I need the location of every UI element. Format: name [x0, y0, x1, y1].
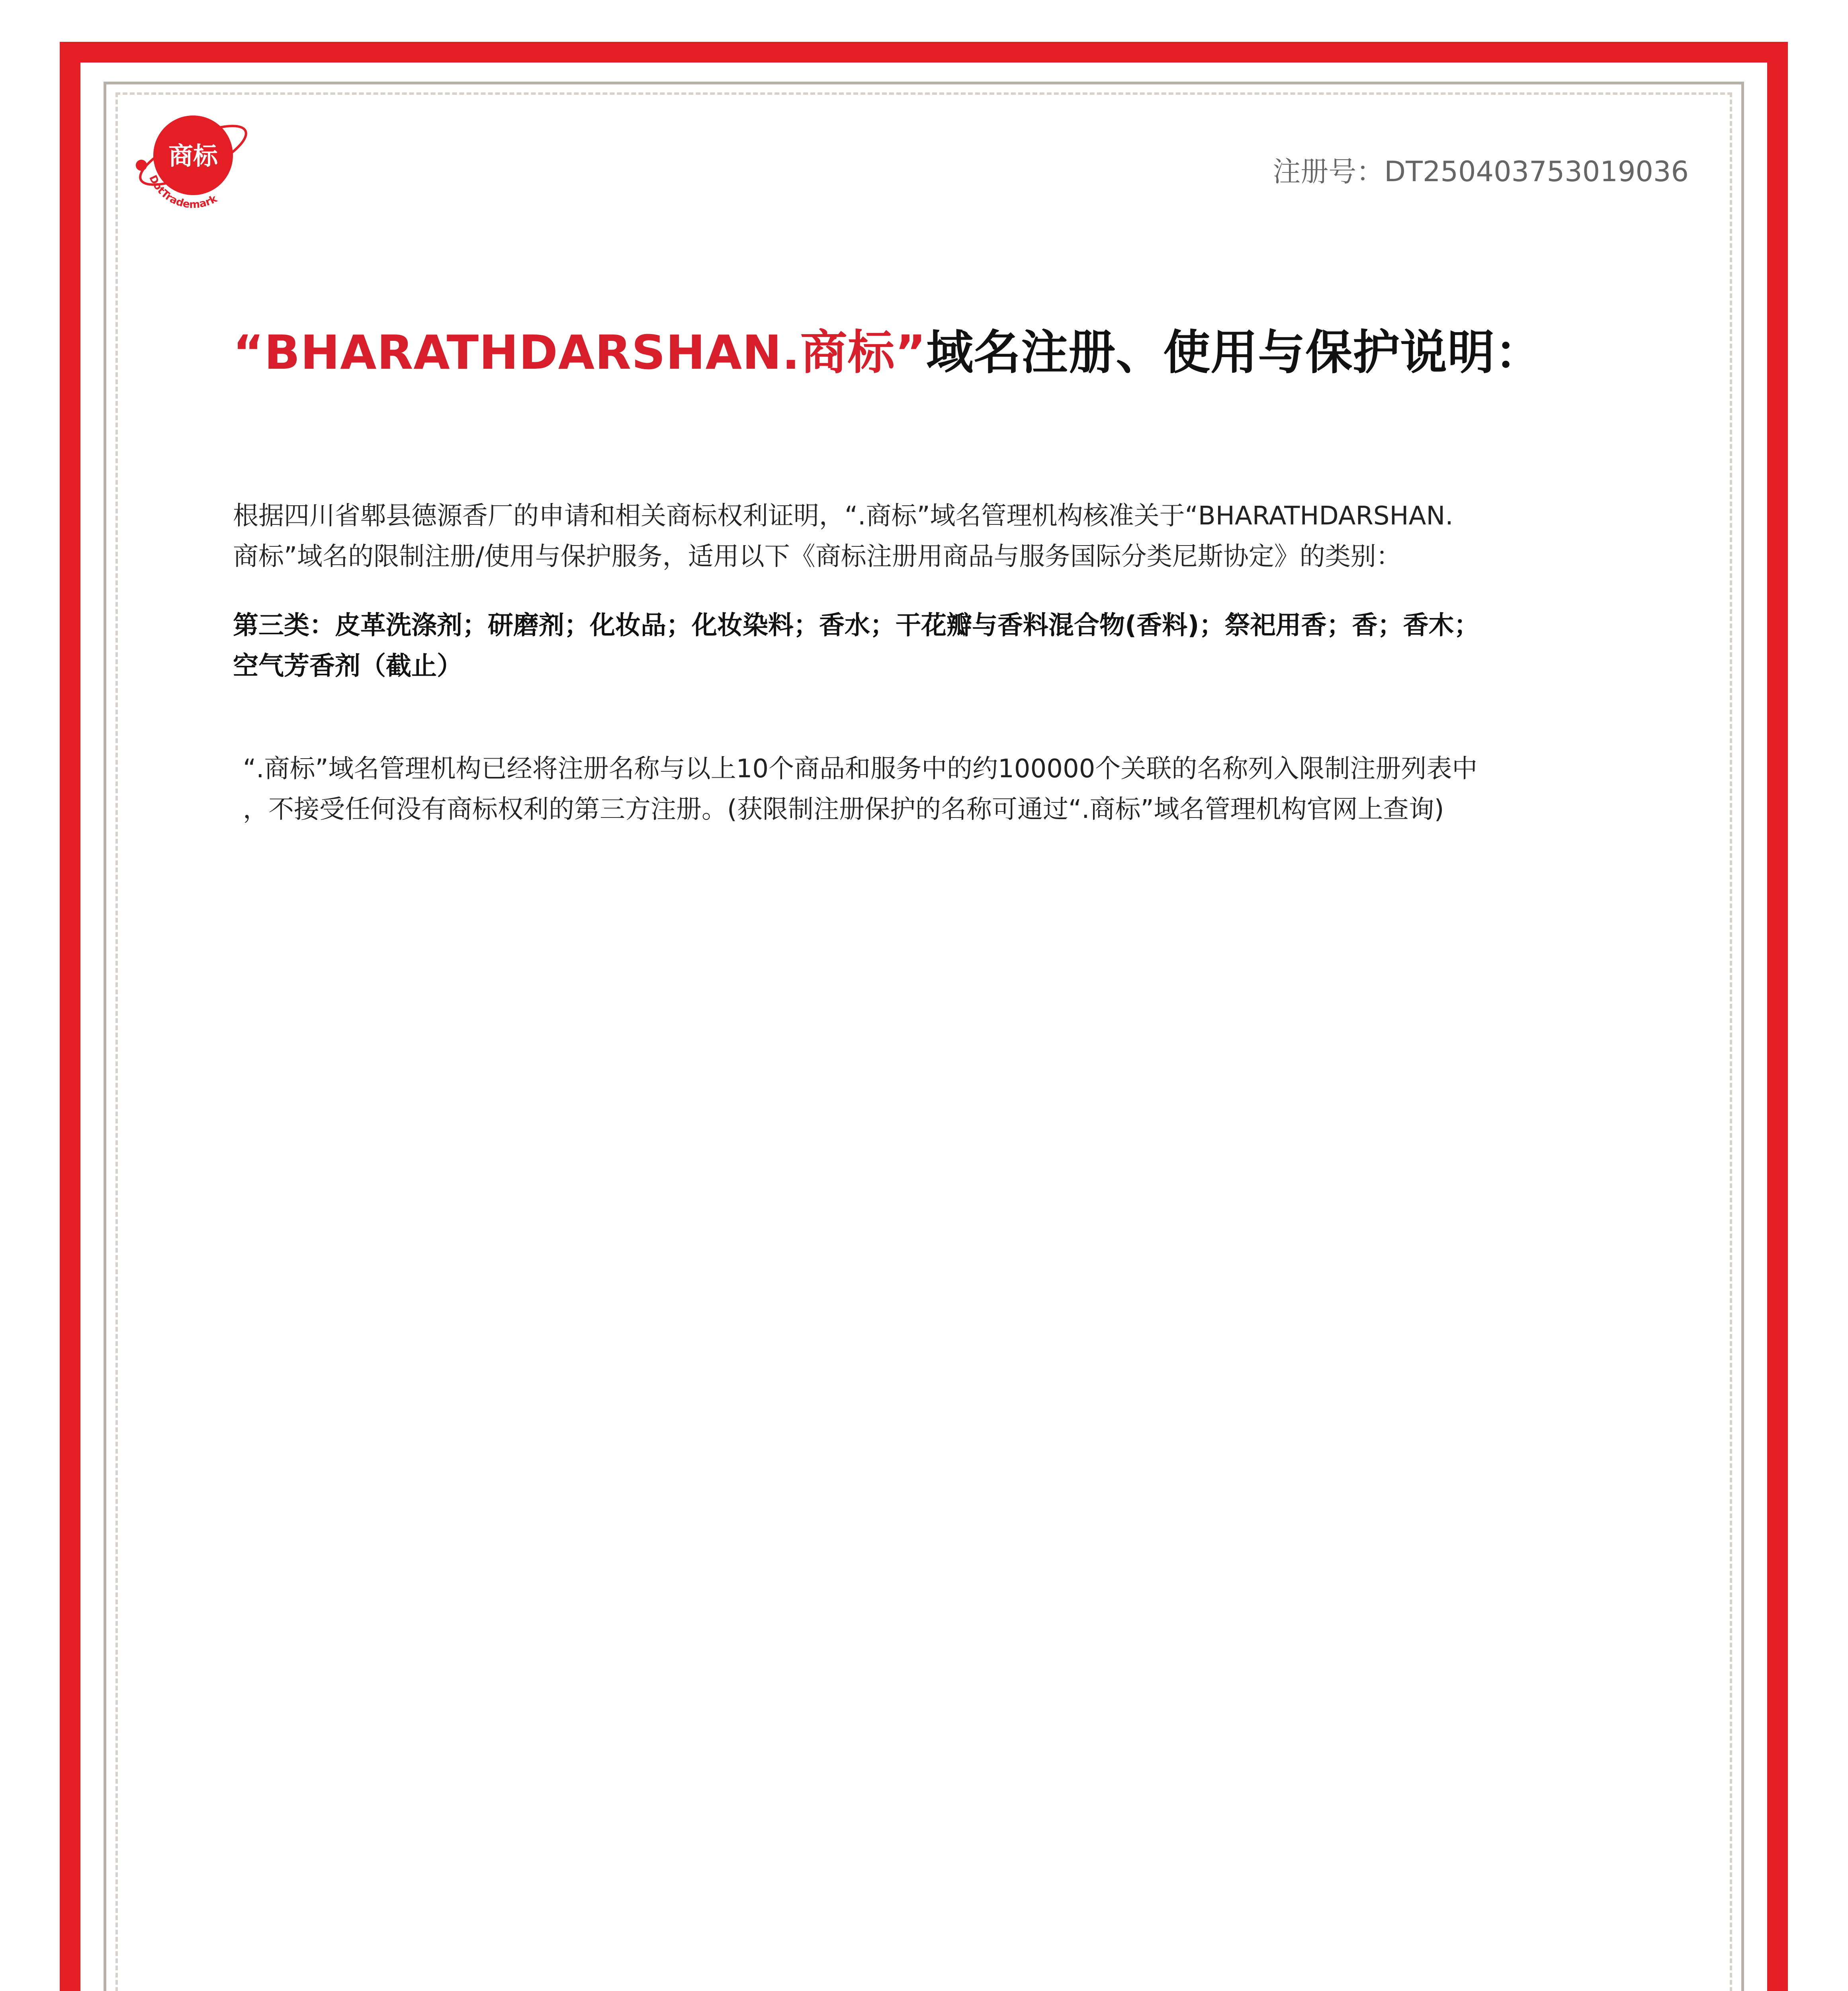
reg-label: 注册号： [1273, 155, 1385, 188]
reg-value: DT250403753019036 [1384, 155, 1689, 188]
paragraph-classes [233, 605, 1619, 686]
logo-main-text: 商标 [168, 141, 218, 170]
title-domain: “BHARATHDARSHAN.商标” [233, 325, 927, 380]
logo-arc-text: DotTrademark [147, 173, 219, 211]
paragraph-protection-line2: ，不接受任何没有商标权利的第三方注册。(获限制注册保护的名称可通过“.商标”域名管理机构官网上查询) [243, 795, 1444, 824]
paragraph-intro-line2: 商标”域名的限制注册/使用与保护服务，适用以下《商标注册用商品与服务国际分类尼斯协定》的类别： [233, 542, 1402, 571]
registration-number [1273, 149, 1689, 190]
paragraph-intro-line1: 根据四川省郫县德源香厂的申请和相关商标权利证明，“.商标”域名管理机构核准关于“BHARATHDARSHAN. [233, 501, 1453, 531]
paragraph-intro [233, 496, 1619, 577]
title-rest: 域名注册、使用与保护说明： [926, 325, 1543, 380]
page-title [233, 315, 1627, 382]
paragraph-classes-line1: 第三类：皮革洗涤剂；研磨剂；化妆品；化妆染料；香水；干花瓣与香料混合物(香料)；祭祀用香；香；香木； [233, 611, 1480, 640]
paragraph-protection-line1: “.商标”域名管理机构已经将注册名称与以上10个商品和服务中的约100000个关联的名称列入限制注册列表中 [243, 754, 1478, 784]
paragraph-protection [243, 749, 1629, 830]
dottrademark-logo [125, 86, 261, 221]
paragraph-classes-line2: 空气芳香剂（截止） [233, 651, 462, 681]
